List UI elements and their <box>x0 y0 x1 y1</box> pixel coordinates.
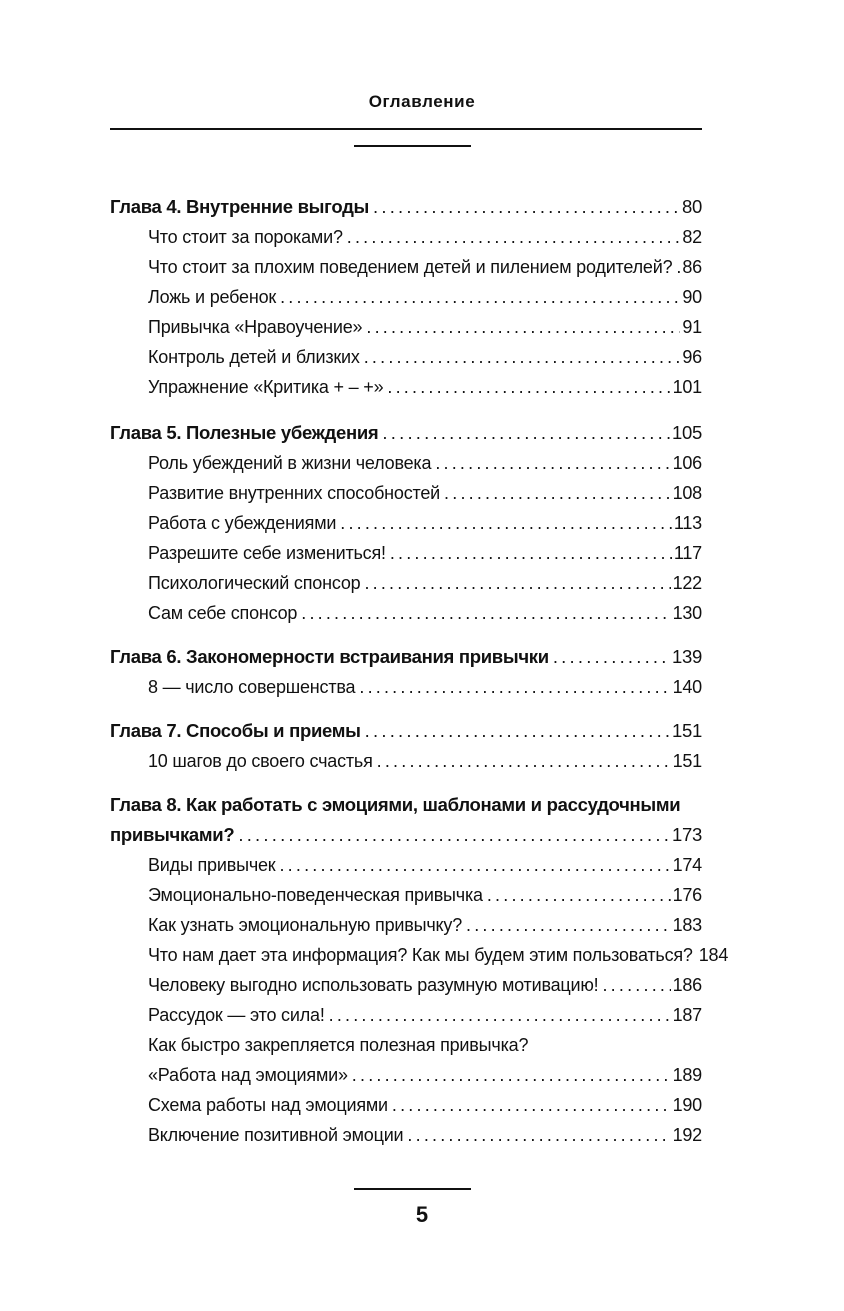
section-title: Что стоит за плохим поведением детей и пилением родителей? <box>148 257 673 277</box>
toc-section[interactable] <box>110 1060 702 1090</box>
section-title: 8 — число совершенства <box>148 677 356 697</box>
section-title: Сам себе спонсор <box>148 603 298 623</box>
toc-section[interactable] <box>110 448 702 478</box>
dot-leader <box>340 508 672 538</box>
section-title: Человеку выгодно использовать разумную мотивацию! <box>148 975 599 995</box>
dot-leader <box>407 1120 670 1150</box>
section-title: Контроль детей и близких <box>148 347 360 367</box>
section-title: Виды привычек <box>148 855 276 875</box>
dot-leader <box>352 1060 671 1090</box>
dot-leader <box>390 538 672 568</box>
toc-section[interactable] <box>110 940 729 970</box>
chapter-title: привычками? <box>110 824 235 845</box>
page-ref: 139 <box>672 646 702 667</box>
page-ref: 113 <box>673 513 702 533</box>
section-title: 10 шагов до своего счастья <box>148 751 373 771</box>
dot-leader <box>364 342 681 372</box>
dot-leader <box>329 1000 671 1030</box>
chapter-title: Глава 6. Закономерности встраивания привычки <box>110 646 549 667</box>
dot-leader <box>364 568 670 598</box>
toc-chapter-7[interactable] <box>110 716 702 746</box>
toc-section[interactable] <box>110 850 702 880</box>
toc-chapter-5[interactable] <box>110 418 702 448</box>
toc-section[interactable] <box>110 508 702 538</box>
page-ref: 90 <box>682 287 702 307</box>
page-ref: 187 <box>672 1005 702 1025</box>
page-ref: 151 <box>672 751 702 771</box>
section-title: Как узнать эмоциональную привычку? <box>148 915 463 935</box>
toc-section[interactable] <box>110 342 702 372</box>
toc-section[interactable] <box>110 312 702 342</box>
toc-section[interactable] <box>110 672 702 702</box>
toc-section[interactable] <box>110 478 702 508</box>
page-ref: 101 <box>672 377 702 397</box>
table-of-contents <box>110 192 729 1150</box>
section-title: Схема работы над эмоциями <box>148 1095 388 1115</box>
toc-section[interactable] <box>110 598 702 628</box>
toc-chapter-8-line1[interactable]: Глава 8. Как работать с эмоциями, шаблонами и рассудочными <box>110 794 681 815</box>
toc-section[interactable] <box>110 910 702 940</box>
dot-leader <box>238 820 670 850</box>
section-title: Психологический спонсор <box>148 573 361 593</box>
section-title: «Работа над эмоциями» <box>148 1065 348 1085</box>
section-title: Разрешите себе измениться! <box>148 543 386 563</box>
section-title: Развитие внутренних способностей <box>148 483 441 503</box>
dot-leader <box>444 478 671 508</box>
section-title: Упражнение «Критика + – +» <box>148 377 384 397</box>
page-ref: 189 <box>672 1065 702 1085</box>
toc-section[interactable] <box>110 252 702 282</box>
toc-chapter-4[interactable] <box>110 192 702 222</box>
section-title: Привычка «Нравоучение» <box>148 317 363 337</box>
dot-leader <box>602 970 670 1000</box>
dot-leader <box>553 642 670 672</box>
dot-leader <box>280 282 680 312</box>
dot-leader <box>466 910 671 940</box>
toc-section[interactable] <box>110 880 702 910</box>
page-ref: 122 <box>672 573 702 593</box>
dot-leader <box>487 880 671 910</box>
page-ref: 174 <box>672 855 702 875</box>
dot-leader <box>301 598 670 628</box>
page-ref: 140 <box>672 677 702 697</box>
toc-section[interactable] <box>110 1090 702 1120</box>
section-title: Эмоционально-поведенческая привычка <box>148 885 483 905</box>
dot-leader <box>366 312 680 342</box>
chapter-title: Глава 7. Способы и приемы <box>110 720 361 741</box>
toc-section[interactable] <box>110 282 702 312</box>
dot-leader <box>347 222 681 252</box>
page-ref: 173 <box>672 824 702 845</box>
section-title: Что нам дает эта информация? Как мы будем этим пользоваться? <box>148 945 693 965</box>
toc-section[interactable] <box>110 222 702 252</box>
toc-chapter-6[interactable] <box>110 642 702 672</box>
page-number: 5 <box>415 1202 429 1227</box>
page-ref: 91 <box>682 317 702 337</box>
section-title: Работа с убеждениями <box>148 513 337 533</box>
toc-section[interactable] <box>110 1000 702 1030</box>
section-title: Роль убеждений в жизни человека <box>148 453 432 473</box>
dot-leader <box>279 850 670 880</box>
page-ref: 130 <box>672 603 702 623</box>
section-title: Рассудок — это сила! <box>148 1005 325 1025</box>
dot-leader <box>435 448 670 478</box>
header-short-rule <box>354 145 471 147</box>
dot-leader <box>387 372 670 402</box>
section-title: Что стоит за пороками? <box>148 227 343 247</box>
section-title: Включение позитивной эмоции <box>148 1125 404 1145</box>
running-header: Оглавление <box>368 92 476 111</box>
footer-short-rule <box>354 1188 471 1190</box>
toc-section[interactable] <box>110 568 702 598</box>
page-ref: 105 <box>672 422 702 443</box>
page-ref: 82 <box>682 227 702 247</box>
page-ref: 86 <box>682 257 702 277</box>
page-ref: 176 <box>672 885 702 905</box>
toc-section-line1[interactable]: Как быстро закрепляется полезная привычка? <box>148 1035 529 1055</box>
dot-leader <box>392 1090 671 1120</box>
toc-section[interactable] <box>110 1120 702 1150</box>
page-ref: 96 <box>682 347 702 367</box>
page-ref: 80 <box>682 196 702 217</box>
dot-leader <box>382 418 670 448</box>
dot-leader <box>365 716 670 746</box>
toc-section[interactable] <box>110 538 702 568</box>
page-ref: 183 <box>672 915 702 935</box>
dot-leader <box>377 746 671 776</box>
dot-leader <box>373 192 680 222</box>
toc-chapter-8[interactable] <box>110 820 702 850</box>
chapter-title: Глава 5. Полезные убеждения <box>110 422 379 443</box>
page-ref: 186 <box>672 975 702 995</box>
section-title: Ложь и ребенок <box>148 287 277 307</box>
header-rule <box>110 128 702 130</box>
page-ref: 106 <box>672 453 702 473</box>
page-ref: 151 <box>672 720 702 741</box>
page-ref: 184 <box>698 945 729 965</box>
toc-section[interactable] <box>110 372 702 402</box>
page-ref: 108 <box>672 483 702 503</box>
toc-section[interactable] <box>110 970 702 1000</box>
chapter-title: Глава 4. Внутренние выгоды <box>110 196 370 217</box>
dot-leader <box>359 672 670 702</box>
page-ref: 190 <box>672 1095 702 1115</box>
page-ref: 117 <box>673 543 702 563</box>
toc-section[interactable] <box>110 746 702 776</box>
page-ref: 192 <box>672 1125 702 1145</box>
